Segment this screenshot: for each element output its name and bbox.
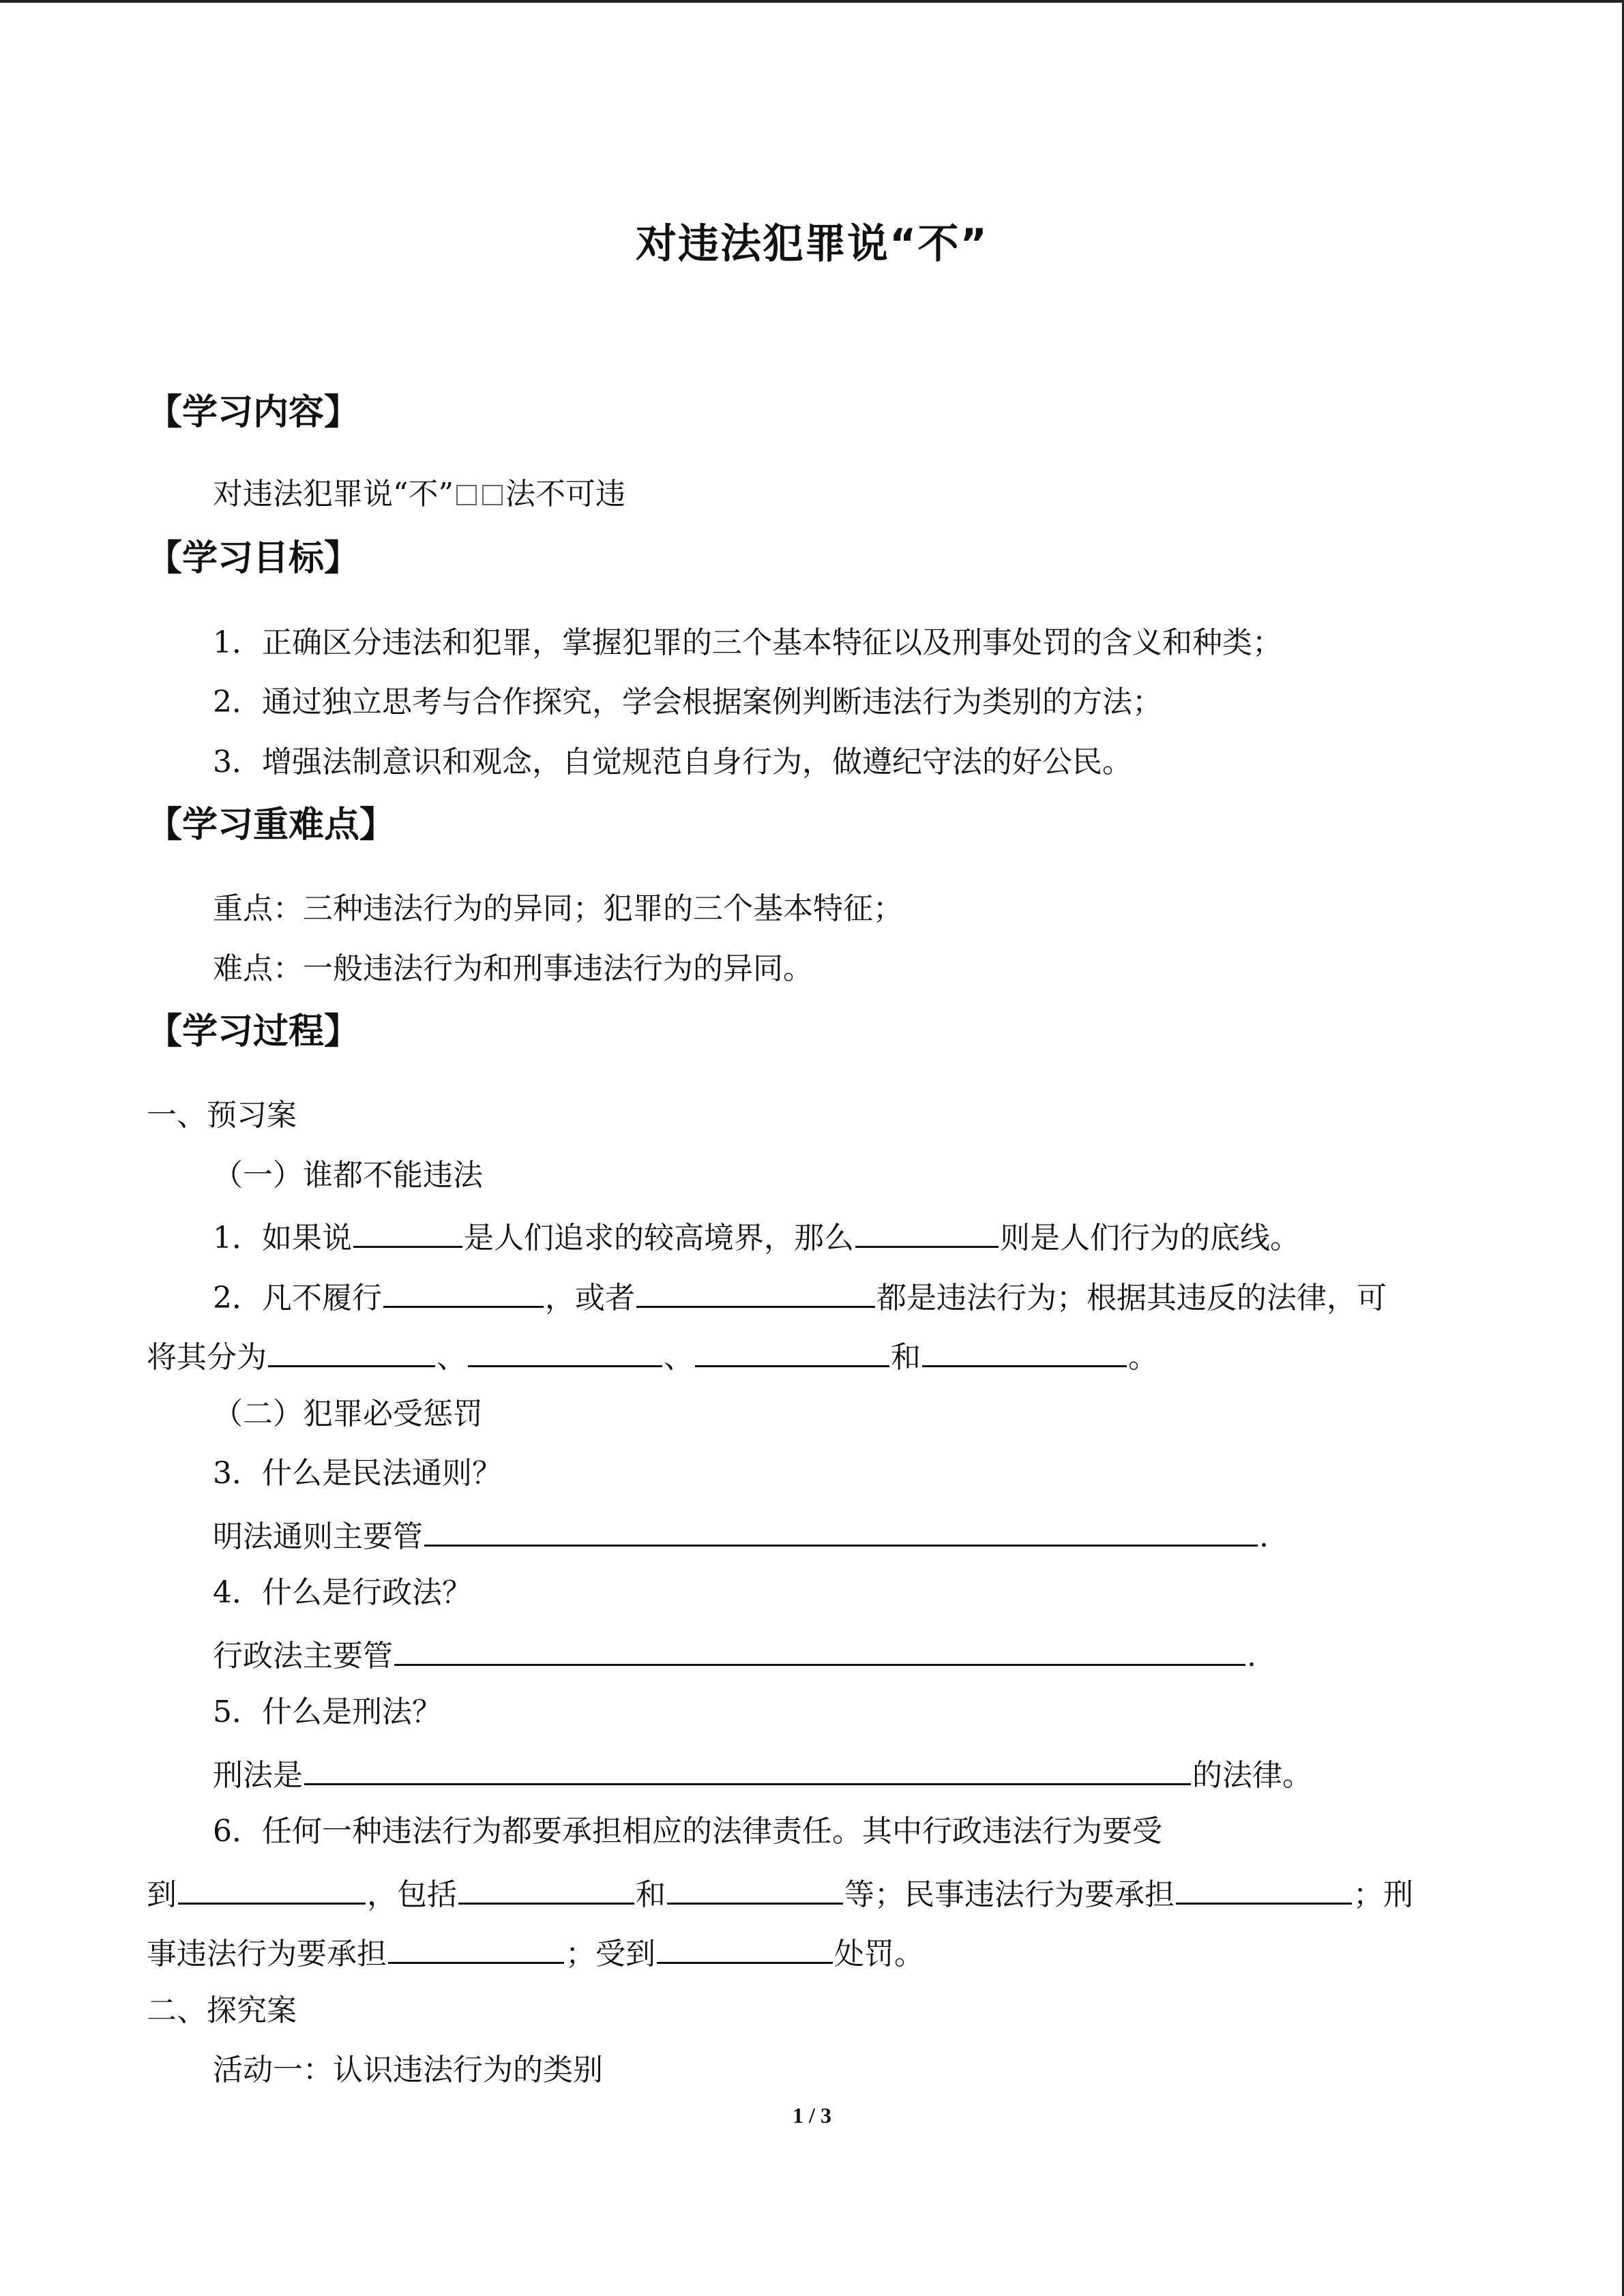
- question-6: 6．任何一种违法行为都要承担相应的法律责任。其中行政违法行为要受: [213, 1814, 1162, 1849]
- heading-key-points: 【学习重难点】: [147, 805, 396, 846]
- part-preview: 一、预习案: [147, 1098, 297, 1133]
- question-6-line-2: [147, 1873, 1413, 1914]
- fill-blank[interactable]: [353, 1216, 462, 1248]
- q6-text-g: ；受到: [565, 1937, 655, 1971]
- q3-answer-end: .: [1259, 1519, 1269, 1554]
- q2-text-a: 2．凡不履行: [213, 1281, 382, 1315]
- question-5-answer: [213, 1753, 1312, 1795]
- q6-text-h: 处罚。: [834, 1937, 924, 1971]
- question-3: 3．什么是民法通则？: [213, 1456, 502, 1491]
- goal-item: 3．增强法制意识和观念，自觉规范自身行为，做遵纪守法的好公民。: [213, 745, 1132, 779]
- subsection-1: （一）谁都不能违法: [213, 1158, 483, 1193]
- question-1: [213, 1216, 1300, 1257]
- q2-text-h: 。: [1128, 1340, 1158, 1375]
- document-title: 对违法犯罪说“不”: [636, 220, 988, 268]
- fill-blank[interactable]: [383, 1276, 544, 1308]
- fill-blank[interactable]: [922, 1335, 1127, 1367]
- q2-text-g: 和: [891, 1340, 921, 1375]
- activity-1: 活动一：认识违法行为的类别: [213, 2053, 603, 2087]
- fill-blank[interactable]: [394, 1634, 1245, 1666]
- fill-blank[interactable]: [667, 1873, 843, 1905]
- q6-text-f: 事违法行为要承担: [147, 1937, 387, 1971]
- q6-text-a: 到: [147, 1877, 177, 1912]
- q6-text-c: 和: [636, 1877, 666, 1912]
- fill-blank[interactable]: [424, 1515, 1258, 1547]
- question-5: 5．什么是刑法？: [213, 1695, 442, 1729]
- question-6-line-3: [147, 1932, 924, 1973]
- heading-study-goals: 【学习目标】: [147, 538, 360, 579]
- goal-item: 2．通过独立思考与合作探究，学会根据案例判断违法行为类别的方法；: [213, 685, 1162, 719]
- q3-answer-text: 明法通则主要管: [213, 1519, 423, 1554]
- question-2-continued: [147, 1335, 1158, 1377]
- key-point-item: 重点：三种违法行为的异同；犯罪的三个基本特征；: [213, 891, 903, 926]
- q1-text-c: 则是人们行为的底线。: [1000, 1221, 1300, 1255]
- q2-text-f: 、: [664, 1340, 694, 1375]
- q2-text-e: 、: [437, 1340, 467, 1375]
- key-point-item: 难点：一般违法行为和刑事违法行为的异同。: [213, 951, 813, 986]
- q2-text-c: 都是违法行为；根据其违反的法律，可: [876, 1281, 1387, 1315]
- heading-study-process: 【学习过程】: [147, 1011, 360, 1052]
- question-4: 4．什么是行政法？: [213, 1575, 472, 1610]
- fill-blank[interactable]: [304, 1753, 1191, 1785]
- q2-text-b: ，或者: [545, 1281, 635, 1315]
- placeholder-box-icon: [482, 485, 503, 505]
- placeholder-box-icon: [456, 485, 477, 505]
- study-content-text-b: 法不可违: [505, 477, 625, 511]
- fill-blank[interactable]: [468, 1335, 662, 1367]
- fill-blank[interactable]: [855, 1216, 999, 1248]
- subsection-2: （二）犯罪必受惩罚: [213, 1397, 483, 1431]
- q6-text-d: 等；民事违法行为要承担: [844, 1877, 1175, 1912]
- fill-blank[interactable]: [178, 1873, 366, 1905]
- fill-blank[interactable]: [1176, 1873, 1352, 1905]
- question-3-answer: [213, 1515, 1269, 1556]
- fill-blank[interactable]: [268, 1335, 435, 1367]
- page-top-border: [0, 0, 1624, 3]
- fill-blank[interactable]: [458, 1873, 634, 1905]
- question-2: [213, 1276, 1387, 1317]
- page-number: 1 / 3: [793, 2103, 831, 2128]
- q6-text-b: ，包括: [367, 1877, 457, 1912]
- q1-text-b: 是人们追求的较高境界，那么: [464, 1221, 854, 1255]
- q5-answer-end: 的法律。: [1192, 1758, 1312, 1793]
- question-4-answer: [213, 1634, 1256, 1675]
- heading-study-content: 【学习内容】: [147, 392, 360, 433]
- fill-blank[interactable]: [695, 1335, 889, 1367]
- part-exploration: 二、探究案: [147, 1993, 297, 2028]
- q1-text-a: 1．如果说: [213, 1221, 352, 1255]
- q4-answer-text: 行政法主要管: [213, 1639, 393, 1673]
- q6-text-e: ；刑: [1353, 1877, 1413, 1912]
- fill-blank[interactable]: [636, 1276, 875, 1308]
- fill-blank[interactable]: [388, 1932, 564, 1964]
- q2-text-d: 将其分为: [147, 1340, 267, 1375]
- goal-item: 1．正确区分违法和犯罪，掌握犯罪的三个基本特征以及刑事处罚的含义和种类；: [213, 625, 1282, 660]
- study-content-text: [213, 475, 625, 513]
- fill-blank[interactable]: [657, 1932, 833, 1964]
- study-content-text-a: 对违法犯罪说“不”: [213, 477, 454, 511]
- q4-answer-end: .: [1247, 1639, 1256, 1673]
- q5-answer-text: 刑法是: [213, 1758, 303, 1793]
